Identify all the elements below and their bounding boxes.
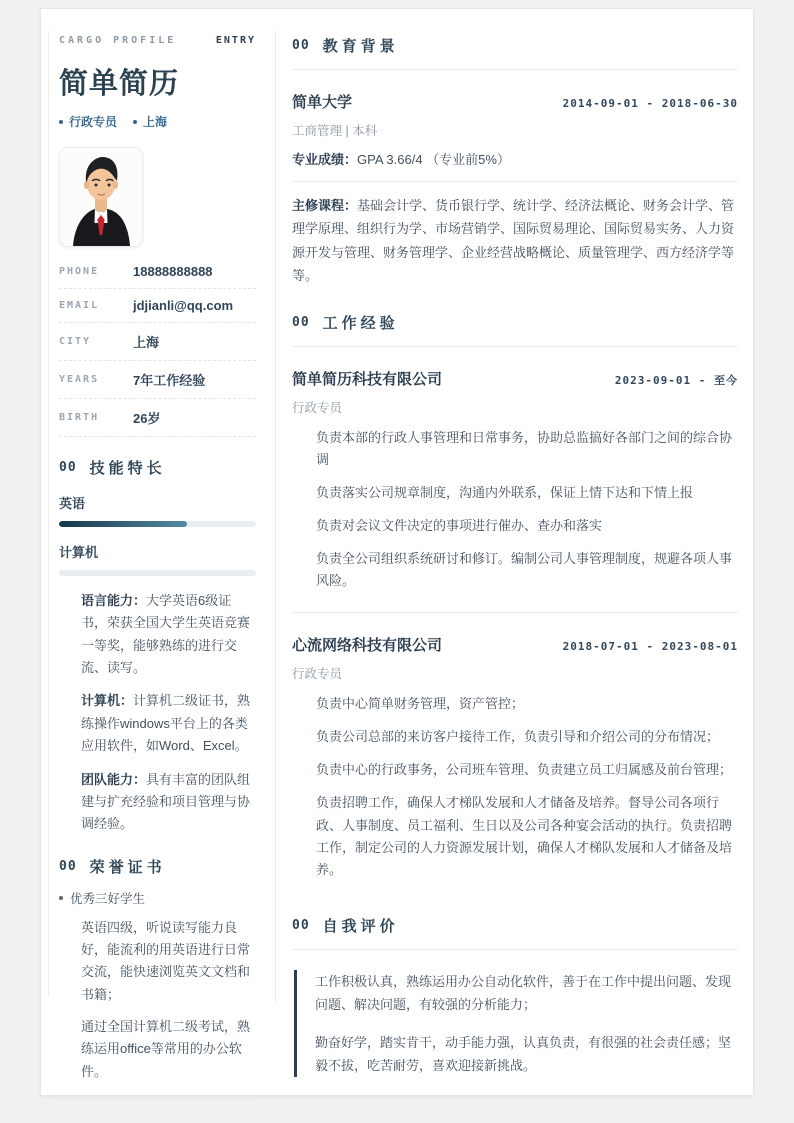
section-work [292, 312, 738, 901]
job-period: 2023-09-01 - 至今 [614, 373, 738, 387]
section-title: 荣誉证书 [89, 858, 166, 876]
skill-label: 英语 [59, 496, 86, 511]
skill-label: 计算机 [59, 545, 99, 560]
tag-city [133, 113, 167, 130]
contact-row-email [59, 289, 256, 323]
education-period: 2014-09-01 - 2018-06-30 [562, 97, 738, 110]
contact-value: jdjianli@qq.com [133, 298, 234, 313]
contact-row-birth [59, 399, 256, 437]
courses-text: 基础会计学、货币银行学、统计学、经济法概论、财务会计学、管理学原理、组织行为学、市场营销学、国际贸易理论、国际贸易实务、人力资源开发与管理、财务管理学、企业经营战略概论、质量管理学、西方经济学等等。 [292, 198, 735, 284]
honor-bullet-label: 优秀三好学生 [70, 891, 146, 906]
section-index-icon: 00 [292, 917, 310, 933]
job-role: 行政专员 [292, 400, 343, 415]
contact-label: EMAIL [59, 300, 100, 311]
section-honors [59, 856, 256, 1101]
skill-detail-text: 计算机二级证书，熟练操作windows平台上的各类应用软件，如Word、Excel。 [81, 693, 251, 754]
job-duty: 负责本部的行政人事管理和日常事务，协助总监搞好各部门之间的综合协调 [316, 429, 733, 467]
tag-job [59, 113, 117, 130]
section-header [292, 35, 738, 70]
courses-label: 主修课程： [292, 198, 358, 213]
section-skills [59, 457, 256, 836]
section-title: 技能特长 [89, 460, 166, 477]
skill-detail-label: 语言能力： [81, 593, 147, 608]
column-divider [275, 31, 276, 1003]
contact-value: 26岁 [133, 411, 161, 426]
progress-fill [59, 521, 187, 527]
gpa-line [292, 149, 738, 168]
skill-detail-label: 计算机： [81, 693, 134, 709]
contact-row-years [59, 361, 256, 399]
brand-row [59, 35, 256, 46]
contact-row-city [59, 323, 256, 361]
job-role: 行政专员 [292, 667, 343, 682]
section-index-icon: 00 [59, 460, 77, 475]
sidebar-end-divider [59, 1099, 256, 1100]
job-entry-2 [292, 634, 738, 901]
honor-bullet-item [59, 889, 256, 907]
job-divider [292, 612, 738, 613]
skill-detail-label: 团队能力： [81, 771, 147, 787]
job-duty: 负责招聘工作，确保人才梯队发展和人才储备及培养。督导公司各项行政、人事制度、员工福利、生日以及公司各种宴会活动的执行。负责招聘工作，制定公司的人力资源发展计划，确保人才梯队发展和人才储备及培养。 [316, 795, 733, 877]
job-duty: 负责全公司组织系统研讨和修订。编制公司人事管理制度，规避各项人事风险。 [316, 550, 733, 589]
section-header [292, 915, 738, 950]
progress-track [59, 521, 256, 527]
contact-value: 18888888888 [133, 264, 213, 279]
section-title: 教育背景 [322, 38, 399, 55]
school-name: 简单大学 [292, 94, 353, 111]
job-duty: 负责中心的行政事务，公司班车管理、负责建立员工归属感及前台管理； [316, 762, 733, 778]
section-self-evaluation [292, 915, 738, 1078]
section-title: 工作经验 [322, 314, 399, 332]
brand-label: CARGO PROFILE [59, 35, 177, 46]
job-duty: 负责对会议文件决定的事项进行催办、查办和落实 [316, 517, 603, 533]
job-duty: 负责落实公司规章制度，沟通内外联系，保证上情下达和下情上报 [316, 484, 694, 500]
education-entry-header [292, 91, 738, 112]
section-header [292, 312, 738, 347]
section-header [59, 457, 256, 478]
tag-row [59, 113, 256, 130]
skill-detail [81, 690, 256, 757]
skill-details [59, 590, 256, 836]
education-major-degree: 工商管理 | 本科 [292, 124, 378, 138]
section-title: 自我评价 [322, 917, 399, 935]
skill-detail-text: 具有丰富的团队组建与扩充经验和项目管理与协调经验。 [81, 771, 251, 832]
main-column [276, 9, 753, 1095]
contact-value: 上海 [133, 335, 160, 350]
skill-bar-english [59, 493, 256, 527]
company-name: 心流网络科技有限公司 [292, 637, 443, 655]
gpa-value: GPA 3.66/4 （专业前5%） [357, 152, 510, 167]
skill-detail-text: 大学英语6级证书，荣获全国大学生英语竞赛一等奖，能够熟练的进行交流、读写。 [81, 593, 251, 676]
section-header [59, 856, 256, 877]
job-entry-1 [292, 368, 738, 613]
contact-label: BIRTH [59, 412, 100, 423]
tag-job-label: 行政专员 [69, 115, 118, 129]
job-entry-header [292, 634, 738, 655]
progress-track [59, 570, 256, 576]
evaluation-paragraph: 工作积极认真，熟练运用办公自动化软件，善于在工作中提出问题、发现问题、解决问题，有较强的分析能力； [315, 973, 732, 1012]
tag-city-label: 上海 [143, 115, 168, 129]
job-duty: 负责中心简单财务管理，资产管控； [316, 696, 525, 712]
contact-label: PHONE [59, 266, 100, 277]
skill-detail [81, 769, 256, 836]
contact-list [59, 255, 256, 437]
job-entry-header [292, 368, 738, 389]
contact-label: YEARS [59, 374, 100, 385]
entry-badge: ENTRY [215, 35, 256, 46]
contact-row-phone [59, 255, 256, 289]
honor-paragraph: 英语四级，听说读写能力良好，能流利的用英语进行日常交流，能快速浏览英文文档和书籍； [81, 919, 251, 1002]
avatar [59, 147, 143, 247]
avatar-illustration [60, 148, 142, 246]
contact-label: CITY [59, 336, 92, 347]
resume-sheet [40, 8, 754, 1096]
section-education [292, 35, 738, 288]
thin-divider [292, 181, 738, 182]
company-name: 简单简历科技有限公司 [292, 370, 443, 388]
resume-title: 简单简历 [59, 68, 180, 100]
bullet-dot-icon [133, 120, 137, 124]
courses-paragraph [292, 194, 738, 288]
section-index-icon: 00 [292, 314, 310, 330]
job-duty: 负责公司总部的来访客户接待工作，负责引导和介绍公司的分布情况； [316, 729, 720, 745]
skill-detail [81, 590, 256, 679]
job-period: 2018-07-01 - 2023-08-01 [562, 640, 738, 654]
bullet-dot-icon [59, 120, 63, 124]
gpa-label: 专业成绩： [292, 152, 358, 167]
honor-paragraph: 通过全国计算机二级考试，熟练运用office等常用的办公软件。 [81, 1019, 251, 1079]
section-index-icon: 00 [59, 858, 77, 874]
sidebar [41, 9, 276, 1095]
section-index-icon: 00 [292, 38, 310, 53]
contact-value: 7年工作经验 [133, 373, 206, 388]
bullet-dot-icon [59, 896, 63, 900]
evaluation-quote-block [294, 970, 738, 1078]
skill-bar-computer [59, 542, 256, 576]
sidebar-left-rule [48, 31, 49, 996]
evaluation-paragraph: 勤奋好学，踏实肯干，动手能力强，认真负责，有很强的社会责任感；坚毅不拔，吃苦耐劳，喜欢迎接新挑战。 [315, 1035, 732, 1074]
